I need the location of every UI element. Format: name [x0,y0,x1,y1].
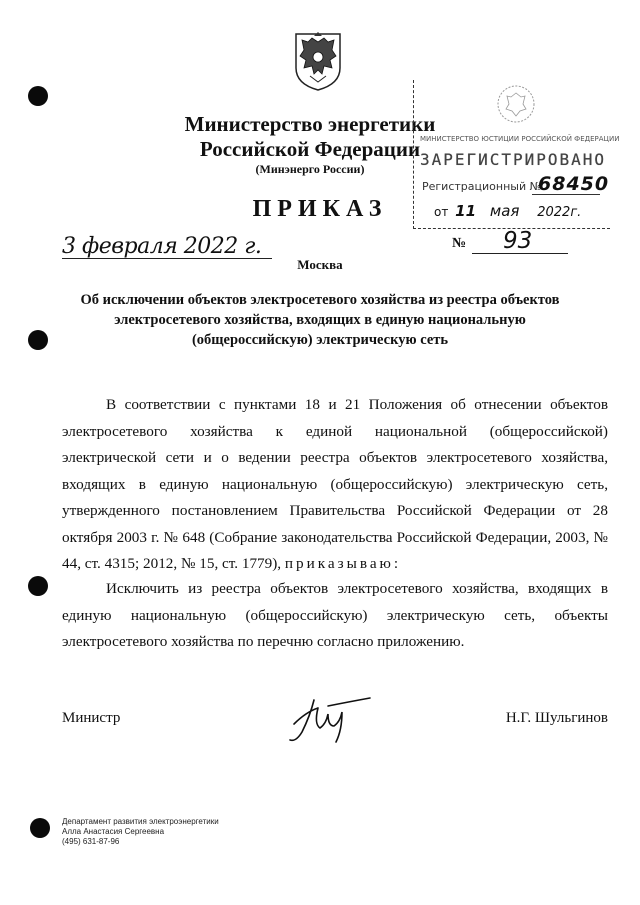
ministry-abbreviation: (Минэнерго России) [255,162,365,176]
stamp-seal-icon [496,84,536,124]
order-number: 93 [503,228,533,254]
registration-stamp [413,80,620,229]
order-date-underline [62,258,272,259]
stamp-date-month: мая [489,202,520,220]
ministry-name: Министерство энергетики Российской Федерации [184,112,436,161]
body-paragraph-1 [62,392,608,578]
punch-hole-3 [28,576,48,596]
stamp-date-prefix: от [434,205,449,219]
paragraph-1-text: В соответствии с пунктами 18 и 21 Положения об отнесении объектов электросетевого хозяйства к единой национальной (общероссийской) электрической сети и о ведении реестра объектов электросетевого хозяйства, входящих в единую национальную (общероссийскую) электрическую сеть, утвержденного постановлением Правительства Российской Федерации от 28 октября 2003 г. № 648 (Собрание законодательства Российской Федерации, 2003, № 44, ст. 4315; 2012, № 15, ст. 1779), [62,396,608,572]
stamp-registered-text: ЗАРЕГИСТРИРОВАНО [419,150,607,169]
executor-block [62,817,219,847]
stamp-ministry-text: МИНИСТЕРСТВО ЮСТИЦИИ РОССИЙСКОЙ ФЕДЕРАЦИИ [420,135,620,143]
signatory-name: Н.Г. Шульгинов [505,710,608,726]
stamp-date [434,202,581,220]
stamp-date-year: 2022г. [537,205,582,220]
order-number-sign: № [452,236,467,251]
executor-department: Департамент развития электроэнергетики [62,817,219,826]
body-paragraph-2: Исключить из реестра объектов электросетевого хозяйства, входящих в единую национальную (общероссийскую) электрическую сеть, объекты электросетевого хозяйства по перечню согласно приложению. [62,580,608,650]
executor-person: Алла Анастасия Сергеевна [62,827,165,836]
document-type: ПРИКАЗ [252,196,388,222]
stamp-reg-number: 68450 [538,173,610,195]
order-word: приказываю: [284,555,402,572]
order-number-underline [472,253,568,254]
handwritten-signature [284,694,374,746]
punch-hole-2 [28,330,48,350]
executor-phone: (495) 631-87-96 [62,837,120,846]
stamp-reg-underline [532,194,600,195]
stamp-date-day: 11 [455,202,477,220]
punch-hole-1 [28,86,48,106]
coat-of-arms-icon [288,30,348,92]
signatory-position: Министр [62,710,121,726]
stamp-reg-label: Регистрационный № [422,180,542,193]
order-city: Москва [297,257,343,272]
order-title: Об исключении объектов электросетевого хозяйства из реестра объектов электросетевого хозяйства, входящих в единую национальную (общероссийскую) электрическую сеть [80,292,560,348]
order-date-handwritten: 3 февраля 2022 г. [62,234,262,259]
punch-hole-4 [30,818,50,838]
